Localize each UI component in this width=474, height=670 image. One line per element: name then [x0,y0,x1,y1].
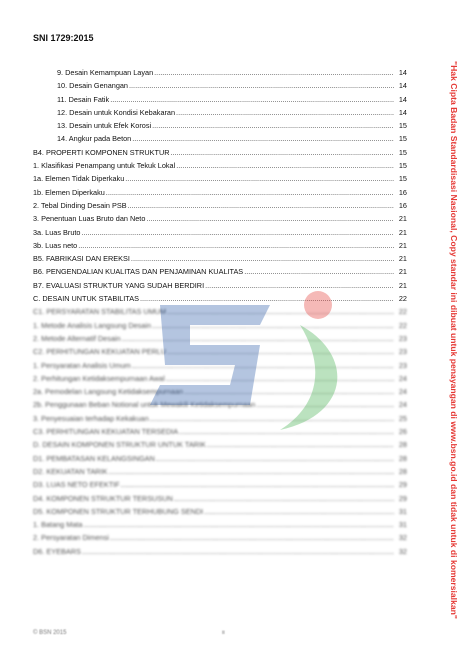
toc-entry-label: 1a. Elemen Tidak Diperkaku [33,174,125,184]
toc-entry-label: C3. PERHITUNGAN KEKUATAN TERSEDIA [33,427,179,437]
toc-entry [33,226,407,239]
toc-entry [33,172,407,185]
toc-entry-page: 22 [398,294,407,304]
toc-entry-label: 10. Desain Genangan [57,81,128,91]
toc-entry-label: B5. FABRIKASI DAN EREKSI [33,254,130,264]
toc-entry-label: 13. Desain untuk Efek Korosi [57,121,152,131]
toc-entry-label: 2b. Penggunaan Beban Notional untuk Mewakili Ketidaksempurnaan [33,400,256,410]
toc-entry [33,66,407,79]
toc-entry-label: 3. Penyesuaian terhadap Kekakuan [33,413,149,423]
toc-leader-dots [84,518,395,531]
toc-leader-dots [154,66,394,79]
toc-entry-page: 15 [398,161,407,171]
toc-entry [33,199,407,212]
toc-entry-label: B4. PROPERTI KOMPONEN STRUKTUR [33,147,170,157]
toc-entry [33,545,407,558]
toc-entry [33,119,407,132]
toc-entry-page: 32 [398,546,407,556]
toc-entry-page: 29 [398,480,407,490]
toc-leader-dots [110,93,394,106]
toc-leader-dots [176,106,394,119]
toc-entry-label: 1. Metode Analisis Langsung Desain [33,320,152,330]
toc-leader-dots [146,212,394,225]
toc-entry-page: 14 [398,107,407,117]
toc-entry-page: 22 [398,320,407,330]
toc-entry-label: 2. Persyaratan Dimensi [33,533,109,543]
toc-leader-dots [207,438,394,451]
copyright-watermark [440,40,468,640]
toc-entry-label: D2. KEKUATAN TARIK [33,466,108,476]
logo-green-arc [280,325,337,430]
toc-entry-page: 25 [398,413,407,423]
toc-entry-page: 16 [398,200,407,210]
toc-entry-label: 2. Perhitungan Ketidaksempurnaan Awal [33,373,165,383]
toc-entry-label: 14. Angkur pada Beton [57,134,132,144]
toc-entry [33,465,407,478]
toc-entry [33,212,407,225]
toc-entry [33,452,407,465]
toc-leader-dots [132,132,394,145]
toc-entry-label: 1. Persyaratan Analisis Umum [33,360,131,370]
toc-entry-label: 2. Tebal Dinding Desain PSB [33,200,127,210]
toc-entry-page: 24 [398,400,407,410]
toc-entry [33,159,407,172]
toc-entry-page: 21 [398,280,407,290]
toc-leader-dots [106,186,394,199]
toc-entry-page: 15 [398,121,407,131]
logo-blue-letters [150,305,270,405]
toc-entry-label: D6. EYEBARS [33,546,81,556]
toc-entry-page: 14 [398,94,407,104]
toc-entry-page: 14 [398,68,407,77]
toc-leader-dots [171,146,395,159]
toc-entry-page: 23 [398,347,407,357]
toc-entry-label: D1. PEMBATASAN KELANGSINGAN [33,453,155,463]
toc-entry-page: 24 [398,373,407,383]
toc-leader-dots [110,531,394,544]
toc-entry-label: 3a. Luas Bruto [33,227,81,237]
toc-entry-label: 9. Desain Kemampuan Layan [57,68,154,77]
toc-entry-label: 12. Desain untuk Kondisi Kebakaran [57,107,176,117]
toc-leader-dots [82,545,394,558]
toc-entry [33,478,407,491]
toc-entry [33,146,407,159]
toc-entry-label: 3b. Luas neto [33,240,78,250]
toc-entry-label: D5. KOMPONEN STRUKTUR TERHUBUNG SENDI [33,506,204,516]
toc-leader-dots [174,492,394,505]
toc-entry-page: 24 [398,387,407,397]
watermark-text: "Hak Cipta Badan Standardisasi Nasional, Copy standar ini dibuat untuk penayangan di www.bsn.go.id dan tidak untuk di komersialkan" [449,61,459,619]
footer-page-number: ii [222,630,225,636]
toc-leader-dots [128,199,394,212]
toc-entry-page: 14 [398,81,407,91]
toc-entry-page: 21 [398,214,407,224]
toc-entry-label: 1. Klasifikasi Penampang untuk Tekuk Lokal [33,161,176,171]
logo-red-dot [304,291,332,319]
toc-entry [33,93,407,106]
toc-leader-dots [204,505,394,518]
toc-entry-label: 1b. Elemen Diperkaku [33,187,105,197]
toc-entry-label: 1. Batang Mata [33,520,83,530]
toc-entry [33,531,407,544]
toc-leader-dots [156,452,394,465]
toc-entry-page: 23 [398,360,407,370]
toc-entry-page: 15 [398,174,407,184]
toc-entry-page: 31 [398,520,407,530]
toc-entry-page: 28 [398,453,407,463]
toc-entry-page: 15 [398,134,407,144]
toc-entry-page: 21 [398,267,407,277]
toc-entry-label: D3. LUAS NETO EFEKTIF [33,480,120,490]
toc-entry-label: 2a. Pemodelan Langsung Ketidaksempurnaan [33,387,184,397]
toc-entry-page: 31 [398,506,407,516]
toc-entry-label: 2. Metode Alternatif Desain [33,333,121,343]
toc-entry-page: 32 [398,533,407,543]
toc-entry-label: 3. Penentuan Luas Bruto dan Neto [33,214,146,224]
toc-entry-label: B6. PENGENDALIAN KUALITAS DAN PENJAMINAN KUALITAS [33,267,244,277]
toc-entry-label: C1. PERSYARATAN STABILITAS UMUM [33,307,167,317]
footer-copyright: © BSN 2015 [33,630,67,636]
toc-entry [33,106,407,119]
toc-entry [33,252,407,265]
toc-leader-dots [108,465,394,478]
toc-entry [33,505,407,518]
toc-entry-label: B7. EVALUASI STRUKTUR YANG SUDAH BERDIRI [33,280,205,290]
toc-leader-dots [131,252,394,265]
toc-entry-page: 29 [398,493,407,503]
toc-leader-dots [121,478,394,491]
toc-entry-label: 11. Desain Fatik [57,94,110,104]
toc-leader-dots [152,119,394,132]
toc-entry [33,518,407,531]
sni-logo-watermark [150,265,360,435]
toc-entry [33,239,407,252]
toc-entry [33,79,407,92]
toc-entry-page: 15 [398,147,407,157]
toc-leader-dots [176,159,394,172]
toc-leader-dots [81,226,394,239]
toc-leader-dots [129,79,394,92]
page-header: SNI 1729:2015 [33,33,94,43]
toc-entry-page: 22 [398,307,407,317]
toc-entry-label: C. DESAIN UNTUK STABILITAS [33,294,139,304]
toc-leader-dots [78,239,394,252]
toc-entry-page: 21 [398,227,407,237]
toc-entry [33,186,407,199]
toc-entry-page: 21 [398,240,407,250]
toc-entry-page: 26 [398,427,407,437]
toc-entry-label: C2. PERHITUNGAN KEKUATAN PERLU [33,347,167,357]
toc-entry-page: 28 [398,440,407,450]
toc-entry [33,132,407,145]
toc-entry-page: 16 [398,187,407,197]
toc-entry [33,492,407,505]
toc-entry-label: D. DESAIN KOMPONEN STRUKTUR UNTUK TARIK [33,440,206,450]
toc-entry-page: 28 [398,466,407,476]
toc-entry-page: 23 [398,333,407,343]
toc-entry-label: D4. KOMPONEN STRUKTUR TERSUSUN [33,493,173,503]
toc-entry-page: 21 [398,254,407,264]
toc-leader-dots [125,172,394,185]
toc-entry [33,438,407,451]
